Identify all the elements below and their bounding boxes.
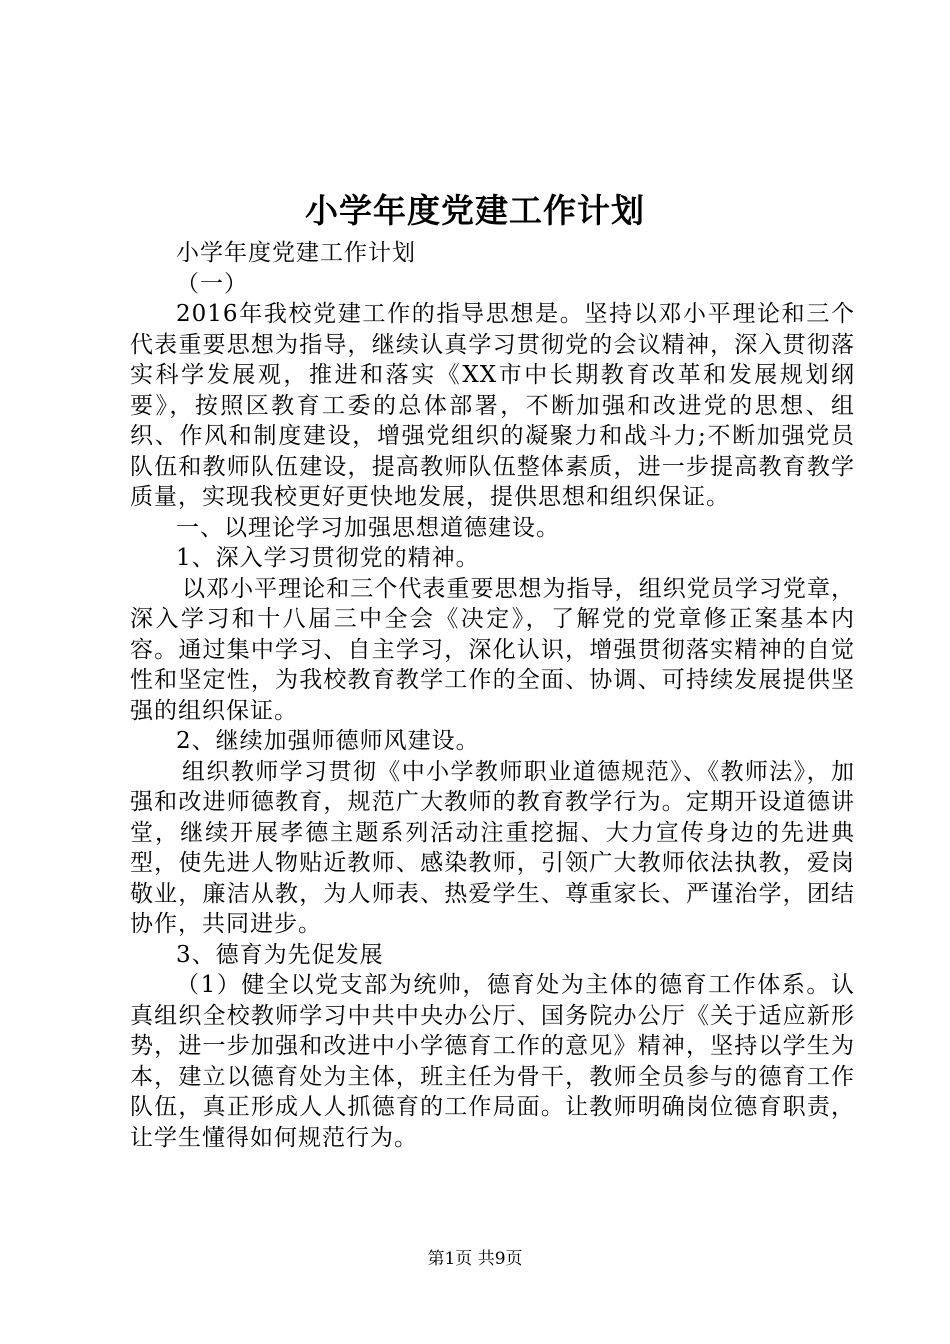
paragraph: 组织教师学习贯彻《中小学教师职业道德规范》、《教师法》，加强和改进师德教育，规范广大教师的教育教学行为。定期开设道德讲堂，继续开展孝德主题系列活动注重挖掘、大力宣传身边的先进典型，使先进人物贴近教师、感染教师，引领广大教师依法执教，爱岗敬业，廉洁从教，为人师表、热爱学生、尊重家长、严谨治学，团结协作，共同进步。 bbox=[130, 758, 855, 937]
subsection-heading: 3、德育为先促发展 bbox=[176, 941, 384, 968]
paragraph: 小学年度党建工作计划 bbox=[176, 240, 416, 266]
document-body bbox=[130, 238, 855, 1153]
subsection-heading: 2、继续加强师德师风建设。 bbox=[176, 728, 480, 754]
paragraph: （1）健全以党支部为统帅，德育处为主体的德育工作体系。认真组织全校教师学习中共中央办公厅、国务院办公厅《关于适应新形势，进一步加强和改进中小学德育工作的意见》精神，坚持以学生为本，建立以德育处为主体，班主任为骨干，教师全员参与的德育工作队伍，真正形成人人抓德育的工作局面。让教师明确岗位德育职责，让学生懂得如何规范行为。 bbox=[130, 972, 855, 1151]
page-footer: 第1页 共9页 bbox=[427, 1249, 523, 1269]
subsection-heading: 1、深入学习贯彻党的精神。 bbox=[176, 545, 480, 571]
document-title: 小学年度党建工作计划 bbox=[305, 191, 645, 230]
paragraph: 2016年我校党建工作的指导思想是。坚持以邓小平理论和三个代表重要思想为指导，继续认真学习贯彻党的会议精神，深入贯彻落实科学发展观，推进和落实《XX市中长期教育改革和发展规划纲要》，按照区教育工委的总体部署，不断加强和改进党的思想、组织、作风和制度建设，增强党组织的凝聚力和战斗力;不断加强党员队伍和教师队伍建设，提高教师队伍整体素质，进一步提高教育教学质量，实现我校更好更快地发展，提供思想和组织保证。 bbox=[130, 301, 855, 510]
paragraph: （一） bbox=[176, 270, 248, 297]
paragraph: 以邓小平理论和三个代表重要思想为指导，组织党员学习党章，深入学习和十八届三中全会《决定》，了解党的党章修正案基本内容。通过集中学习、自主学习，深化认识，增强贯彻落实精神的自觉性和坚定性，为我校教育教学工作的全面、协调、可持续发展提供坚强的组织保证。 bbox=[130, 575, 855, 724]
section-heading: 一、以理论学习加强思想道德建设。 bbox=[176, 514, 560, 541]
